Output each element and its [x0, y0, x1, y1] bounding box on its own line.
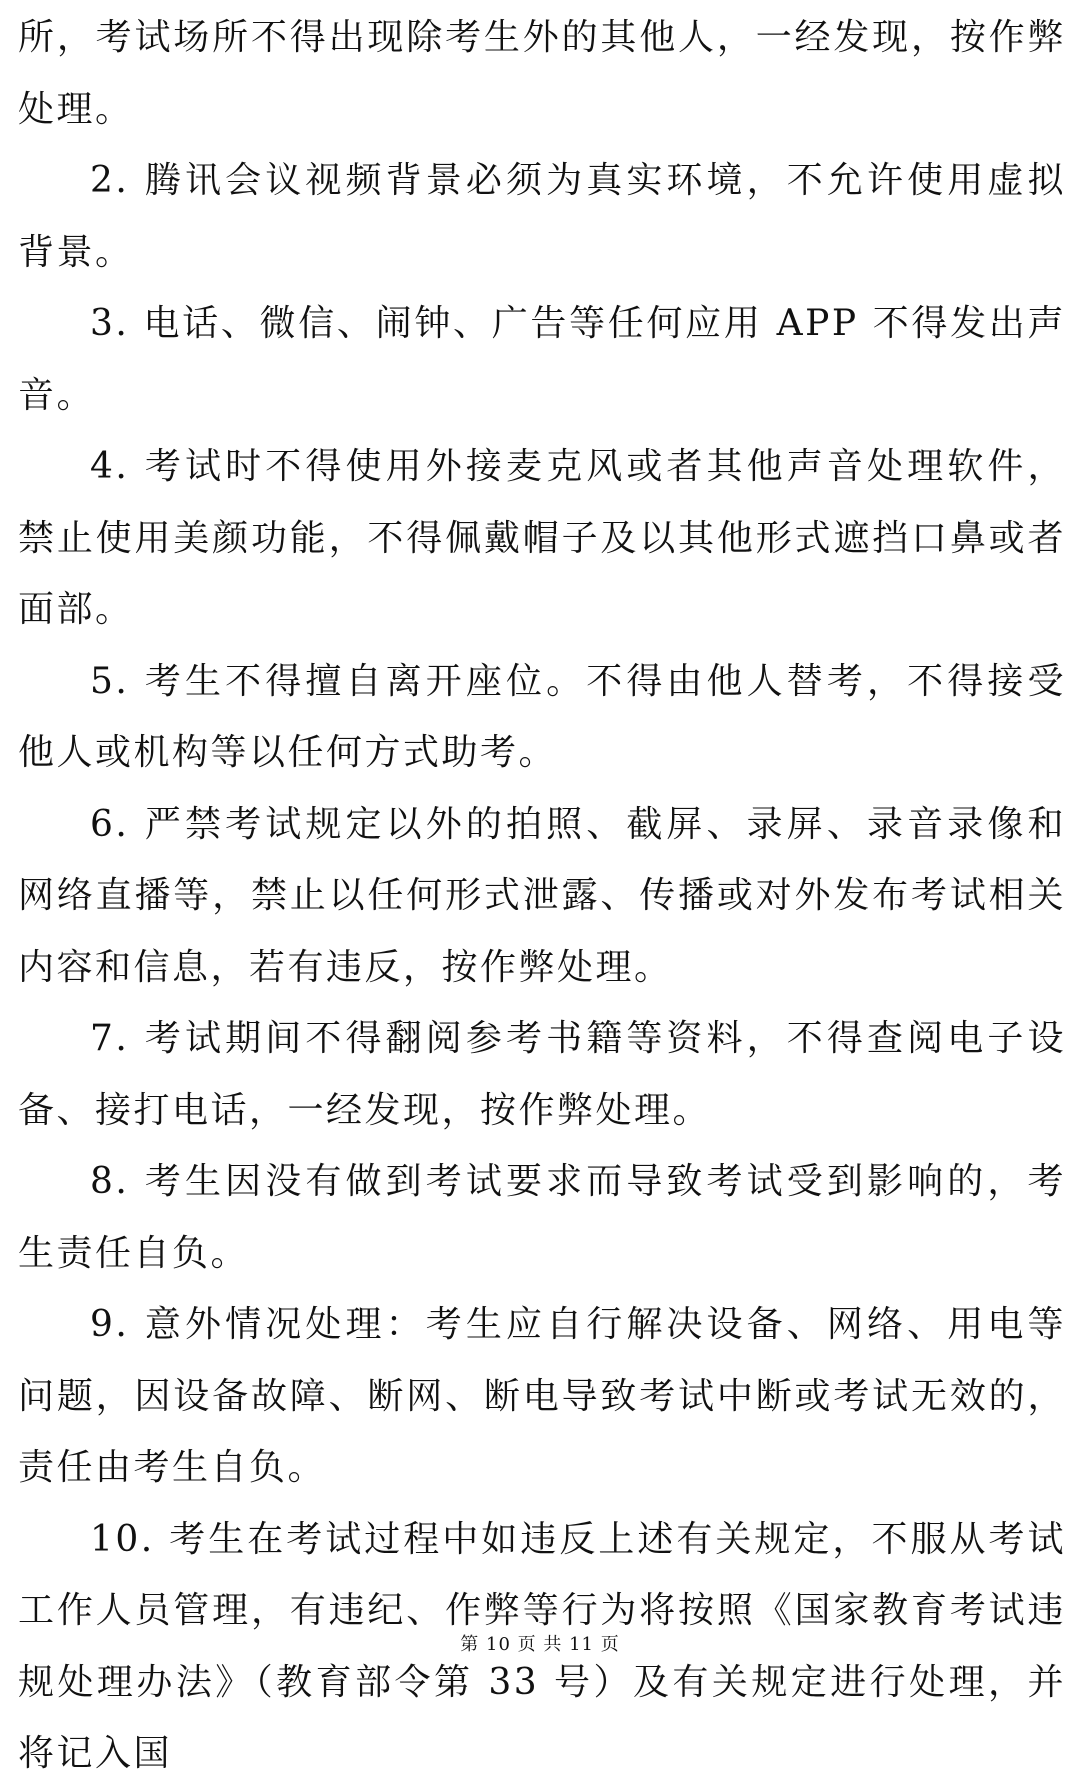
- page-number-footer: 第 10 页 共 11 页: [460, 1634, 620, 1655]
- rule-item-9: 9. 意外情况处理：考生应自行解决设备、网络、用电等问题，因设备故障、断网、断电导致考试中断或考试无效的，责任由考生自负。: [18, 1304, 1066, 1488]
- document-body: [18, 2, 1066, 1790]
- rule-item-5: 5. 考生不得擅自离开座位。不得由他人替考，不得接受他人或机构等以任何方式助考。: [18, 660, 1066, 773]
- rule-item-6: 6. 严禁考试规定以外的拍照、截屏、录屏、录音录像和网络直播等，禁止以任何形式泄露、传播或对外发布考试相关内容和信息，若有违反，按作弊处理。: [18, 803, 1066, 988]
- rule-item-3: 3. 电话、微信、闹钟、广告等任何应用 APP 不得发出声音。: [18, 303, 1066, 416]
- rule-item-7: 7. 考试期间不得翻阅参考书籍等资料，不得查阅电子设备、接打电话，一经发现，按作弊处理。: [18, 1018, 1066, 1131]
- rule-item-8: 8. 考生因没有做到考试要求而导致考试受到影响的，考生责任自负。: [18, 1161, 1066, 1274]
- rule-item-2: 2. 腾讯会议视频背景必须为真实环境，不允许使用虚拟背景。: [18, 160, 1066, 273]
- paragraph-continuation: 所，考试场所不得出现除考生外的其他人，一经发现，按作弊处理。: [18, 17, 1066, 130]
- rule-item-10: 10. 考生在考试过程中如违反上述有关规定，不服从考试工作人员管理，有违纪、作弊等行为将按照《国家教育考试违规处理办法》（教育部令第 33 号）及有关规定进行处理，并将记入国: [18, 1518, 1066, 1774]
- rule-item-4: 4. 考试时不得使用外接麦克风或者其他声音处理软件，禁止使用美颜功能，不得佩戴帽子及以其他形式遮挡口鼻或者面部。: [18, 446, 1066, 630]
